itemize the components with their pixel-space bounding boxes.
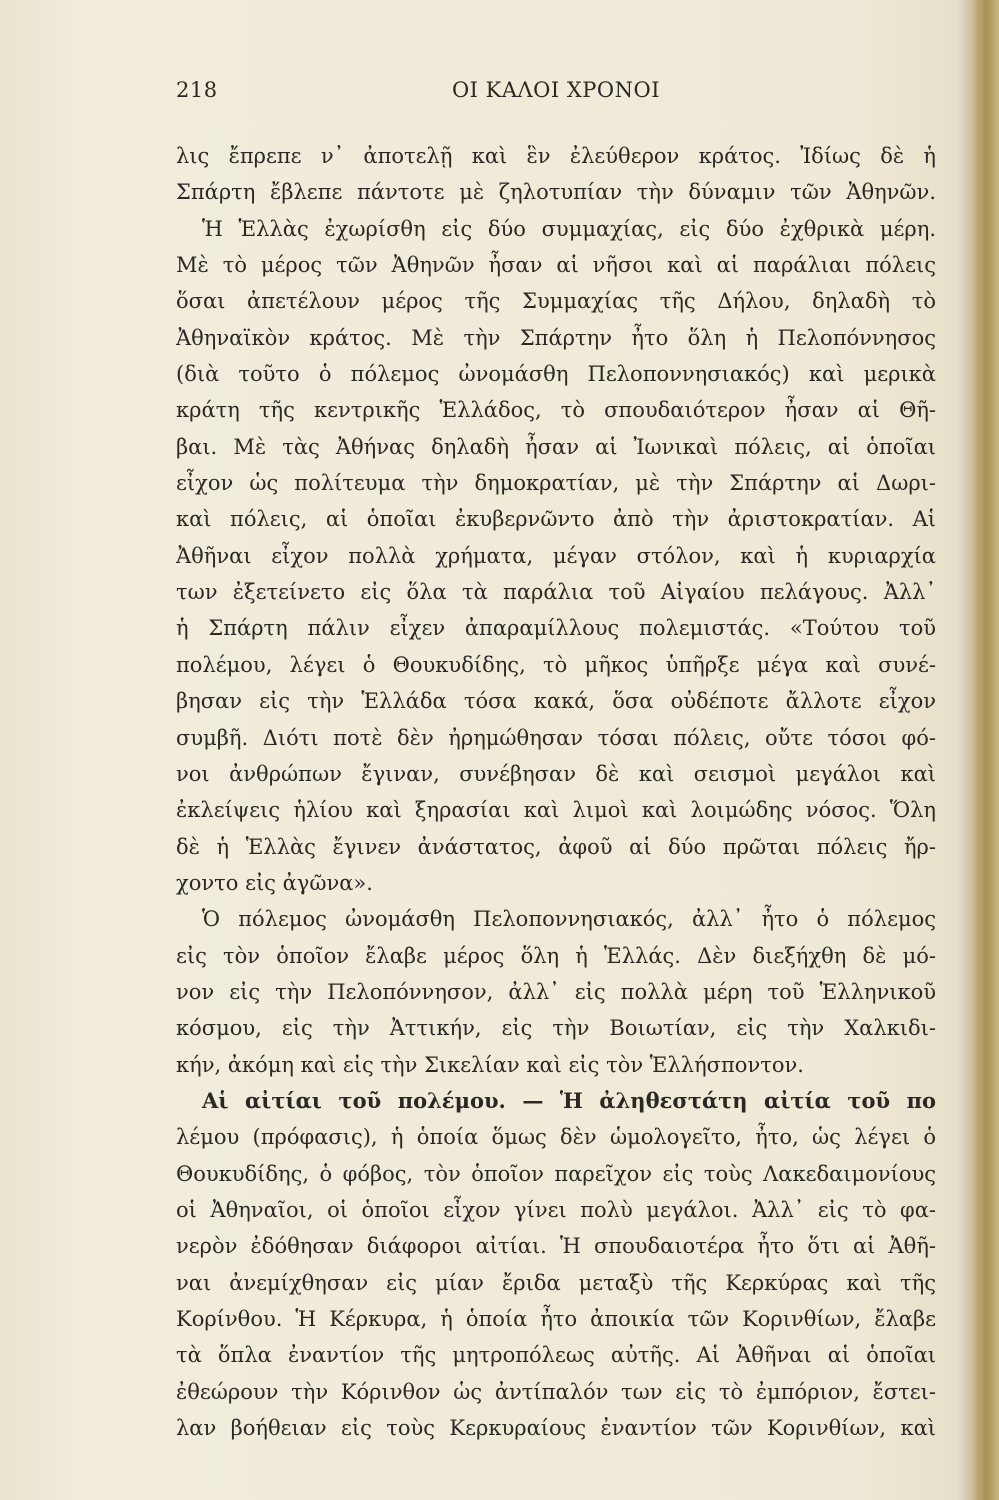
text-line: τὰ ὅπλα ἐναντίον τῆς μητροπόλεως αὐτῆς. Αἱ Ἀθῆναι αἱ ὁποῖαι [176,1343,936,1368]
text-line: ἐθεώρουν τὴν Κόρινθον ὡς ἀντίπαλόν των εἰς τὸ ἐμπόριον, ἔστει- [176,1379,936,1404]
text-line: Ὁ πόλεμος ὠνομάσθη Πελοποννησιακός, ἀλλ᾿ ἦτο ὁ πόλεμος [202,907,936,932]
text-line: εἶχον ὡς πολίτευμα τὴν δημοκρατίαν, μὲ τὴν Σπάρτην αἱ Δωρι- [176,471,936,496]
body-text [176,138,936,1446]
text-line: κράτη τῆς κεντρικῆς Ἑλλάδος, τὸ σπουδαιότερον ἦσαν αἱ Θῆ- [176,398,936,423]
text-line: ναι ἀνεμίχθησαν εἰς μίαν ἔριδα μεταξὺ τῆς Κερκύρας καὶ τῆς [176,1270,936,1295]
text-line: λις ἔπρεπε ν᾿ ἀποτελῇ καὶ ἓν ἐλεύθερον κράτος. Ἰδίως δὲ ἡ [176,144,936,168]
text-line: κόσμου, εἰς τὴν Ἀττικήν, εἰς τὴν Βοιωτίαν, εἰς τὴν Χαλκιδι- [176,1016,936,1041]
text-line: κήν, ἀκόμη καὶ εἰς τὴν Σικελίαν καὶ εἰς τὸν Ἑλλήσποντον. [176,1052,804,1077]
text-line: ἐκλείψεις ἡλίου καὶ ξηρασίαι καὶ λιμοὶ καὶ λοιμώδης νόσος. Ὅλη [176,798,936,823]
text-line: Σπάρτη ἔβλεπε πάντοτε μὲ ζηλοτυπίαν τὴν δύναμιν τῶν Ἀθηνῶν. [176,180,936,205]
page-header [176,78,936,112]
text-line: νον εἰς τὴν Πελοπόννησον, ἀλλ᾿ εἰς πολλὰ μέρη τοῦ Ἑλληνικοῦ [176,979,936,1004]
page-gutter-shadow [957,0,971,1500]
text-line: Κορίνθου. Ἡ Κέρκυρα, ἡ ὁποία ἦτο ἀποικία τῶν Κορινθίων, ἔλαβε [176,1307,936,1331]
text-line: ἡ Σπάρτη πάλιν εἶχεν ἀπαραμίλλους πολεμιστάς. «Τούτου τοῦ [176,616,936,641]
section-heading-line: Αἱ αἰτίαι τοῦ πολέμου. — Ἡ ἀληθεστάτη αἰτία τοῦ πο [202,1087,936,1113]
text-line: πολέμου, λέγει ὁ Θουκυδίδης, τὸ μῆκος ὑπῆρξε μέγα καὶ συνέ- [176,652,936,677]
text-line: νοι ἀνθρώπων ἔγιναν, συνέβησαν δὲ καὶ σεισμοὶ μεγάλοι καὶ [176,761,936,786]
text-line: καὶ πόλεις, αἱ ὁποῖαι ἐκυβερνῶντο ἀπὸ τὴν ἀριστοκρατίαν. Αἱ [176,507,936,532]
text-line: Ἡ Ἑλλὰς ἐχωρίσθη εἰς δύο συμμαχίας, εἰς δύο ἐχθρικὰ μέρη. [202,216,936,241]
text-line: βησαν εἰς τὴν Ἑλλάδα τόσα κακά, ὅσα οὐδέποτε ἄλλοτε εἶχον [176,689,936,714]
text-line: δὲ ἡ Ἑλλὰς ἔγινεν ἀνάστατος, ἀφοῦ αἱ δύο πρῶται πόλεις ἤρ- [176,834,936,859]
text-line: βαι. Μὲ τὰς Ἀθήνας δηλαδὴ ἦσαν αἱ Ἰωνικαὶ πόλεις, αἱ ὁποῖαι [176,434,936,459]
book-spine-edge [971,0,999,1500]
text-line: Ἀθηναϊκὸν κράτος. Μὲ τὴν Σπάρτην ἦτο ὅλη ἡ Πελοπόννησος [176,325,936,350]
text-line: Θουκυδίδης, ὁ φόβος, τὸν ὁποῖον παρεῖχον εἰς τοὺς Λακεδαιμονίους [176,1161,936,1186]
text-line: οἱ Ἀθηναῖοι, οἱ ὁποῖοι εἶχον γίνει πολὺ μεγάλοι. Ἀλλ᾿ εἰς τὸ φα- [176,1197,936,1222]
text-line: νερὸν ἐδόθησαν διάφοροι αἰτίαι. Ἡ σπουδαιοτέρα ἦτο ὅτι αἱ Ἀθῆ- [176,1234,936,1259]
page-number: 218 [176,78,218,102]
text-line: εἰς τὸν ὁποῖον ἔλαβε μέρος ὅλη ἡ Ἑλλάς. Δὲν διεξήχθη δὲ μό- [176,943,936,968]
text-line: λαν βοήθειαν εἰς τοὺς Κερκυραίους ἐναντίον τῶν Κορινθίων, καὶ [176,1416,936,1441]
text-line: (διὰ τοῦτο ὁ πόλεμος ὠνομάσθη Πελοποννησιακός) καὶ μερικὰ [176,362,936,387]
text-line: των ἐξετείνετο εἰς ὅλα τὰ παράλια τοῦ Αἰγαίου πελάγους. Ἀλλ᾿ [176,580,936,605]
text-line: λέμου (πρόφασις), ἡ ὁποία ὅμως δὲν ὡμολογεῖτο, ἦτο, ὡς λέγει ὁ [176,1125,936,1150]
text-line: χοντο εἰς ἀγῶνα». [176,870,373,895]
text-line: συμβῆ. Διότι ποτὲ δὲν ἠρημώθησαν τόσαι πόλεις, οὔτε τόσοι φό- [176,725,936,750]
text-line: ὅσαι ἀπετέλουν μέρος τῆς Συμμαχίας τῆς Δήλου, δηλαδὴ τὸ [176,289,936,314]
text-line: Ἀθῆναι εἶχον πολλὰ χρήματα, μέγαν στόλον, καὶ ἡ κυριαρχία [176,543,936,568]
running-title: ΟΙ ΚΑΛΟΙ ΧΡΟΝΟΙ [451,78,661,102]
text-line: Μὲ τὸ μέρος τῶν Ἀθηνῶν ἦσαν αἱ νῆσοι καὶ αἱ παράλιαι πόλεις [176,253,936,278]
